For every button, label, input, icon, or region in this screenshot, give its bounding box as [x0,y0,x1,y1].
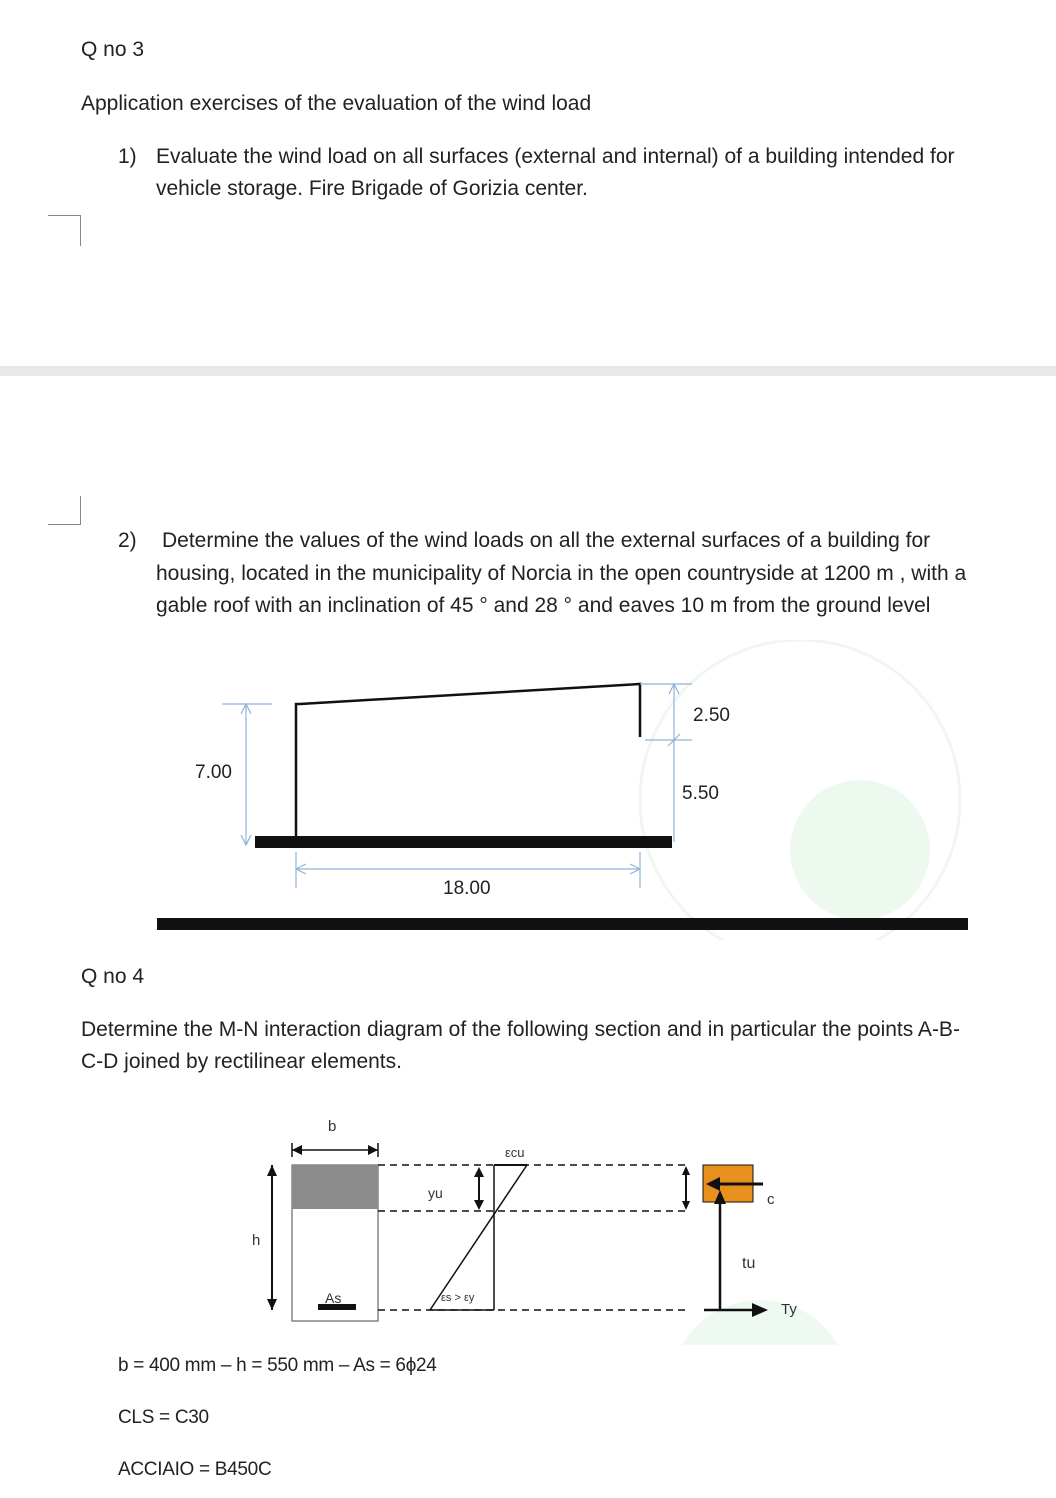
page-corner-mark [48,496,81,525]
section-separator-bar [157,918,968,930]
arrow-right-icon [368,1145,378,1155]
arrow-down-icon [682,1201,690,1210]
label-As: As [325,1290,342,1306]
dim-label-right: 5.50 [682,783,719,804]
arrow-up-icon [682,1166,690,1175]
dim-label-left: 7.00 [195,762,232,783]
arrow-down-icon [474,1200,484,1210]
q4-line1: Determine the M-N interaction diagram of the following section and in particular the points A-B- [81,1018,960,1041]
q4-line2: C-D joined by rectilinear elements. [81,1050,402,1073]
q3-heading: Q no 3 [81,38,145,61]
arrow-left-icon [292,1145,302,1155]
label-ecu: εcu [505,1145,525,1160]
rc-section-diagram [0,1095,1056,1345]
dim-label-width: 18.00 [443,878,491,899]
label-c: c [767,1191,775,1208]
q4-heading: Q no 4 [81,965,145,988]
label-b: b [328,1118,337,1135]
q3-item1-line2: vehicle storage. Fire Brigade of Gorizia center. [156,177,588,200]
ground-slab [255,836,672,848]
section-data-dimensions: b = 400 mm – h = 550 mm – As = 6ϕ24 [118,1355,437,1376]
arrow-up-icon [267,1165,277,1176]
section-data-steel: ACCIAIO = B450C [118,1459,272,1480]
q3-item2-line1: Determine the values of the wind loads on all the external surfaces of a building for [162,529,931,552]
q3-item2-line3: gable roof with an inclination of 45 ° and 28 ° and eaves 10 m from the ground level [156,594,931,617]
label-h: h [252,1232,261,1249]
arrow-down-icon [267,1299,277,1310]
q3-item1-line1: Evaluate the wind load on all surfaces (external and internal) of a building intended for [156,145,955,168]
dim-label-right-top: 2.50 [693,705,730,726]
q3-item2-number: 2) [118,529,137,552]
label-es-ey: εs > εy [441,1292,475,1304]
label-tu: tu [742,1255,756,1272]
label-yu: yu [428,1185,443,1201]
building-section-drawing [0,640,1056,940]
section-data-concrete: CLS = C30 [118,1407,209,1428]
arrow-up-icon [474,1167,484,1177]
q3-item2-line2: housing, located in the municipality of Norcia in the open countryside at 1200 m , with a [156,562,967,585]
page-break-divider [0,366,1056,376]
label-Ty: Ty [781,1301,797,1318]
compression-zone [292,1165,378,1209]
q3-item1-number: 1) [118,145,137,168]
page-corner-mark [48,215,81,246]
building-outline [296,684,640,838]
q3-intro: Application exercises of the evaluation of the wind load [81,92,592,115]
